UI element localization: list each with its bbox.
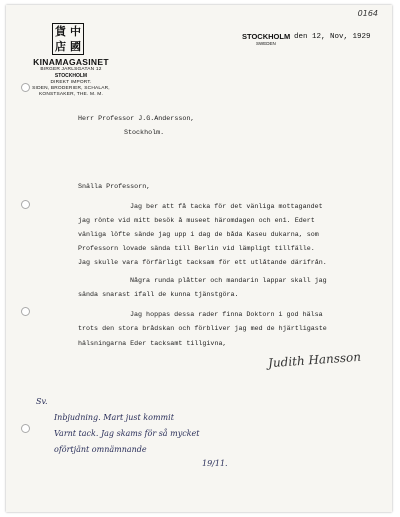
body-line: trots den stora brådskan och förbliver jag med de hjärtligaste [78, 325, 327, 333]
punch-hole [21, 307, 30, 316]
body-line: Några runda plåtter och mandarin lappar skall jag [130, 277, 327, 285]
body-line: sända snarast ifall de kunna tjänstgöra. [78, 291, 239, 299]
body-line: Jag ber att få tacka för det vänliga mottagandet [130, 203, 323, 211]
dateline-country: SWEDEN [256, 41, 276, 46]
handwritten-note: Sv. [36, 397, 48, 406]
handwritten-note: 19/11. [202, 459, 228, 468]
company-tagline-1: DIREKT IMPORT. [50, 80, 92, 85]
archive-number: 0164 [357, 9, 378, 18]
letter-page [6, 5, 392, 512]
company-city: STOCKHOLM [54, 73, 88, 79]
company-name: KINAMAGASINET [33, 57, 109, 67]
company-tagline-2: SIDEN, BRODERIER, SCHALAR, [32, 86, 110, 91]
body-line: jag rönte vid mitt besök å museet häromdagen och en1. Edert [78, 217, 315, 225]
company-logo-icon [52, 23, 84, 55]
dateline-place: STOCKHOLM [242, 32, 291, 41]
body-line: vänliga löfte sände jag upp i dag de båda Kaseu dukarna, som [78, 231, 319, 239]
company-tagline-3: KONSTSAKER, THE. M. M. [38, 92, 103, 97]
company-address: BIRGER JARLSGATAN 12 [40, 67, 102, 72]
logo-char: 貨 [55, 25, 66, 38]
body-line: Jag hoppas dessa rader finna Doktorn i god hälsa [130, 311, 323, 319]
body-line: hälsningarna Eder tacksamt tillgivna, [78, 340, 227, 348]
body-line: Jag skulle vara förfärligt tacksam för ett utlåtande därifrån. [78, 259, 327, 267]
handwritten-note: oförtjänt omnämnande [54, 445, 147, 454]
handwritten-note: Inbjudning. Mart just kommit [54, 413, 174, 422]
handwritten-note: Varnt tack. Jag skams för så mycket [54, 429, 200, 438]
handwritten-signature: Judith Hansson [267, 349, 362, 371]
logo-char: 中 [70, 25, 81, 38]
punch-hole [21, 200, 30, 209]
recipient-line-1: Herr Professor J.G.Andersson, [78, 115, 195, 123]
body-line: Professorn lovade sända till Berlin vid lämpligt tillfälle. [78, 245, 315, 253]
salutation: Snälla Professorn, [78, 183, 151, 191]
logo-char: 店 [55, 40, 66, 53]
logo-char: 國 [70, 40, 81, 53]
punch-hole [21, 424, 30, 433]
letterhead [26, 57, 116, 98]
dateline-date: den 12, Nov, 1929 [294, 33, 371, 41]
recipient-line-2: Stockholm. [124, 129, 165, 137]
